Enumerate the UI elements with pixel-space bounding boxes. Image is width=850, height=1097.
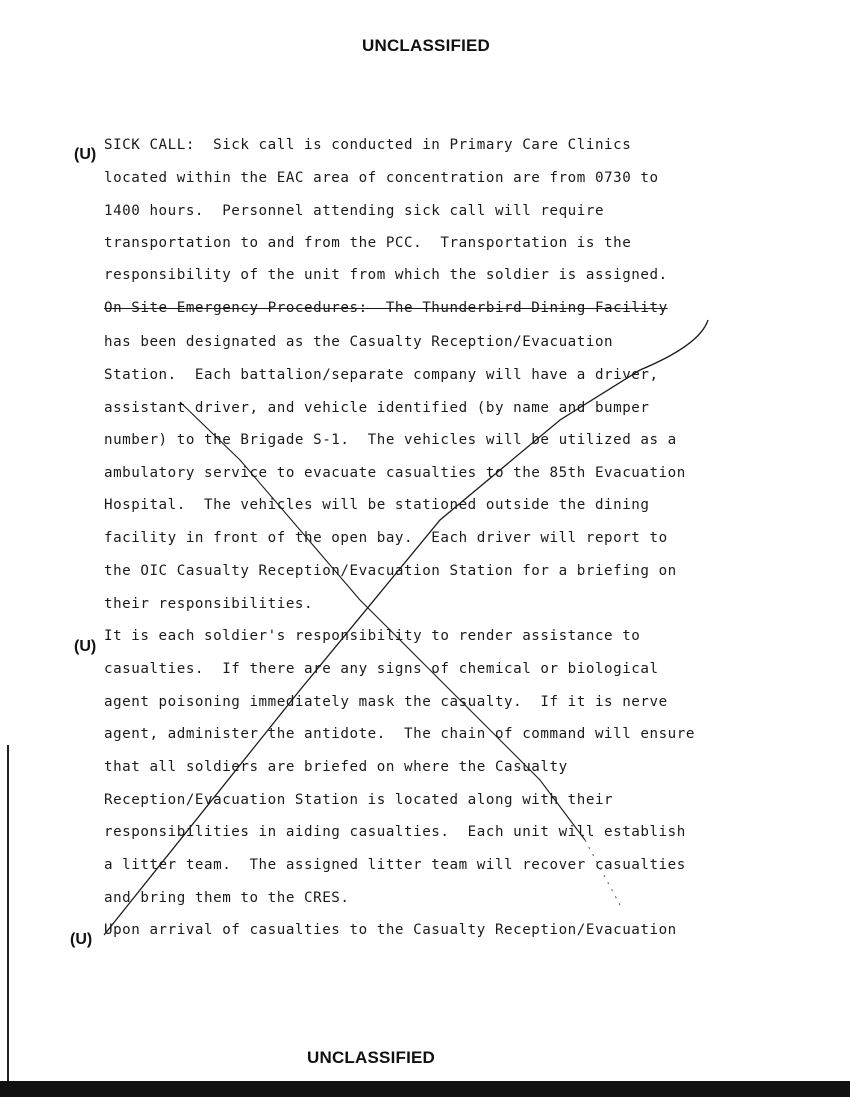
- text-line: a litter team. The assigned litter team will recover casualties: [104, 857, 686, 873]
- text-line: has been designated as the Casualty Reception/Evacuation: [104, 334, 614, 350]
- classification-footer: UNCLASSIFIED: [307, 1048, 436, 1067]
- text-line: facility in front of the open bay. Each driver will report to: [104, 530, 668, 546]
- portion-marking-3: (U): [70, 931, 93, 948]
- text-line: casualties. If there are any signs of chemical or biological: [104, 661, 659, 677]
- text-line: assistant driver, and vehicle identified (by name and bumper: [104, 400, 650, 416]
- page-bottom-border: [0, 1081, 850, 1097]
- text-line: responsibility of the unit from which the soldier is assigned.: [104, 267, 668, 283]
- text-line: agent, administer the antidote. The chain of command will ensure: [104, 726, 695, 742]
- portion-marking-1: (U): [74, 146, 97, 163]
- portion-marking-2: (U): [74, 638, 97, 655]
- text-line: responsibilities in aiding casualties. Each unit will establish: [104, 824, 686, 840]
- text-line: the OIC Casualty Reception/Evacuation Station for a briefing on: [104, 563, 677, 579]
- classification-header: UNCLASSIFIED: [362, 36, 491, 55]
- text-line: 1400 hours. Personnel attending sick call will require: [104, 203, 605, 219]
- text-line: located within the EAC area of concentration are from 0730 to: [104, 170, 659, 186]
- text-line: transportation to and from the PCC. Transportation is the: [104, 235, 632, 251]
- text-line: their responsibilities.: [104, 596, 314, 612]
- struck-heading-line: On Site Emergency Procedures: The Thunderbird Dining Facility: [104, 300, 668, 316]
- text-line: It is each soldier's responsibility to render assistance to: [104, 628, 641, 644]
- left-margin-rule: [7, 745, 9, 1081]
- text-line: Hospital. The vehicles will be stationed outside the dining: [104, 497, 650, 513]
- text-line: ambulatory service to evacuate casualties to the 85th Evacuation: [104, 465, 686, 481]
- text-line: Reception/Evacuation Station is located along with their: [104, 792, 614, 808]
- text-line: Station. Each battalion/separate company will have a driver,: [104, 367, 659, 383]
- text-line: Upon arrival of casualties to the Casualty Reception/Evacuation: [104, 922, 677, 938]
- text-line: and bring them to the CRES.: [104, 890, 350, 906]
- text-line: number) to the Brigade S-1. The vehicles will be utilized as a: [104, 432, 677, 448]
- text-line: agent poisoning immediately mask the casualty. If it is nerve: [104, 694, 668, 710]
- text-line: that all soldiers are briefed on where the Casualty: [104, 759, 568, 775]
- text-line: SICK CALL: Sick call is conducted in Primary Care Clinics: [104, 137, 632, 153]
